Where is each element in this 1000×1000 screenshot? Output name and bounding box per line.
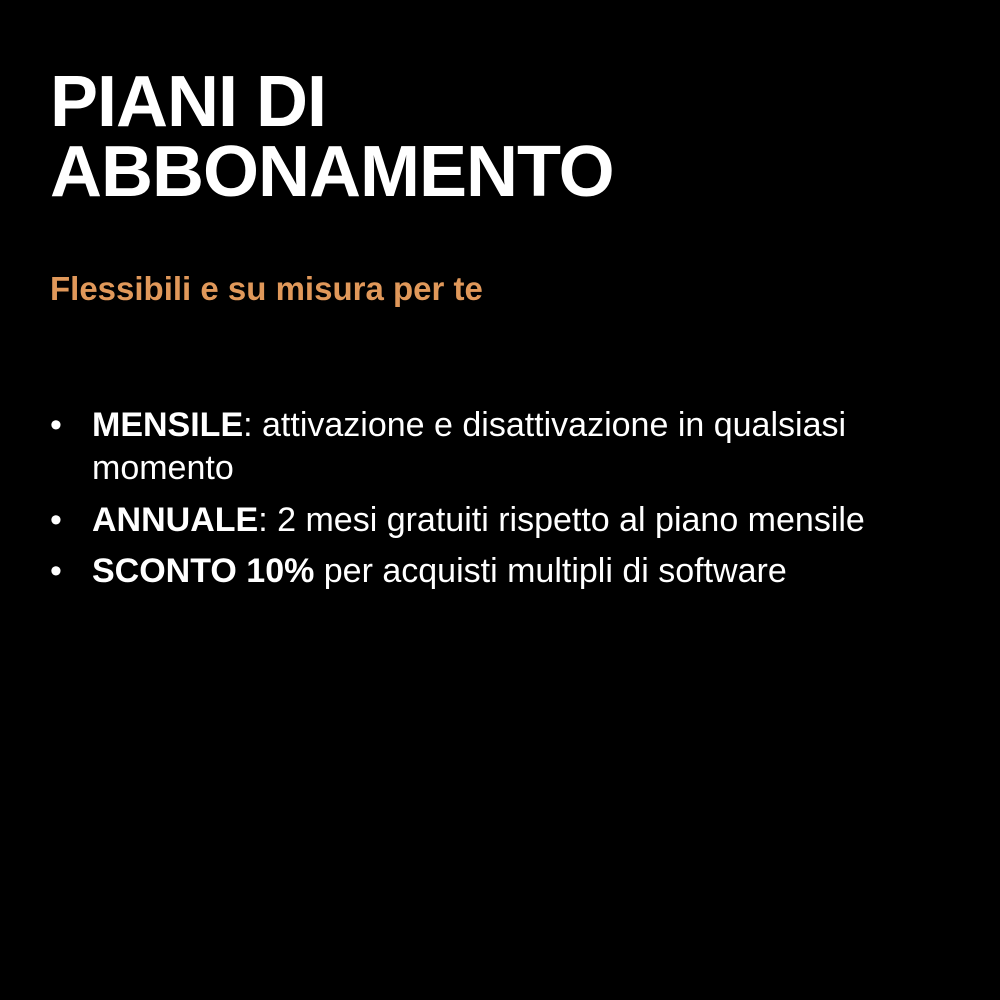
- bullet-point-icon: •: [50, 405, 62, 444]
- list-item-lead: ANNUALE: [92, 500, 259, 539]
- bullet-point-icon: •: [50, 500, 62, 539]
- list-item: [50, 404, 950, 491]
- bullet-point-icon: •: [50, 552, 62, 591]
- plans-list: [50, 308, 950, 594]
- list-item: [50, 550, 950, 594]
- page-title: PIANI DI ABBONAMENTO: [50, 62, 614, 212]
- page-subtitle: Flessibili e su misura per te: [50, 269, 483, 307]
- list-item-text: : attivazione e disattivazione in qualsiasi momento: [92, 405, 847, 488]
- list-item: [50, 499, 950, 543]
- list-item-text: : 2 mesi gratuiti rispetto al piano mensile: [258, 500, 865, 539]
- list-item-lead: MENSILE: [92, 405, 244, 444]
- list-item-text: per acquisti multipli di software: [314, 552, 787, 591]
- list-item-lead: SCONTO 10%: [92, 552, 315, 591]
